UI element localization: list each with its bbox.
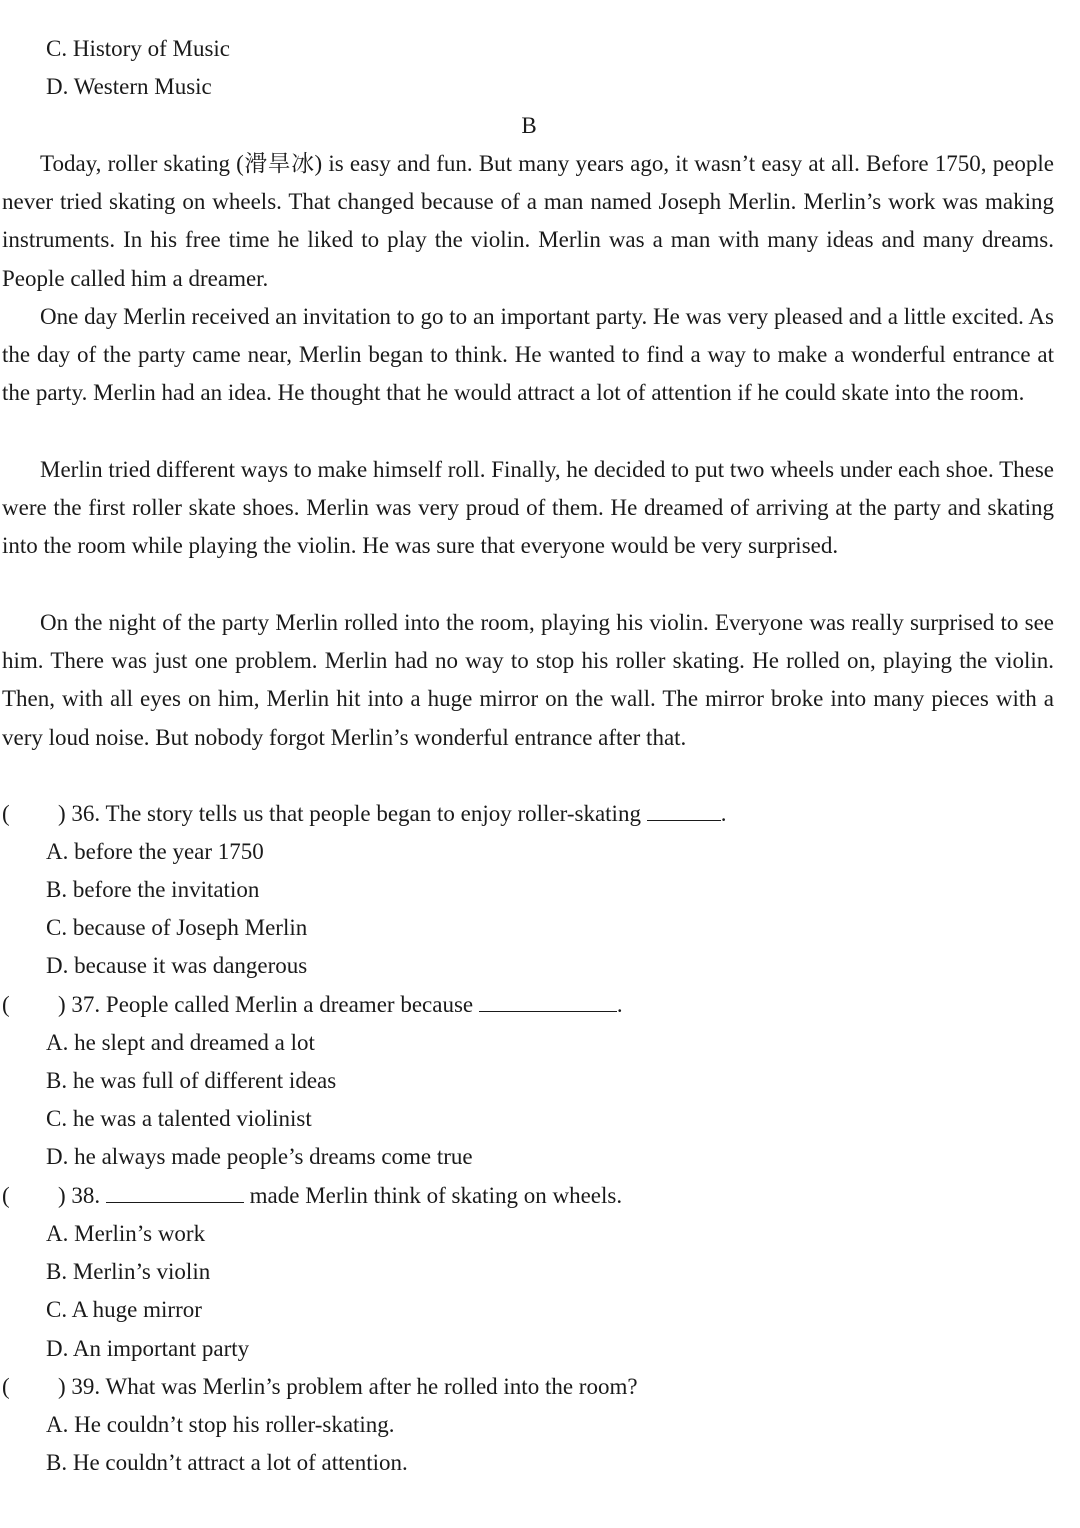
prev-option-d bbox=[46, 68, 212, 106]
answer-paren-open: ( bbox=[2, 992, 10, 1017]
option-text: A huge mirror bbox=[71, 1297, 202, 1322]
question-stem: People called Merlin a dreamer because bbox=[105, 992, 474, 1017]
option-letter: D. bbox=[46, 74, 69, 99]
passage-paragraph-2: One day Merlin received an invitation to go to an important party. He was very pleased and a little excited. As the day of the party came near, Merlin began to think. He wanted to find a way to make a wonderful entrance at the party. Merlin had an idea. He thought that he would attract a lot of attention if he could skate into the room. bbox=[2, 304, 1054, 406]
option-letter: C. bbox=[46, 915, 68, 940]
option-text: he always made people’s dreams come true bbox=[74, 1144, 473, 1169]
option-letter: B. bbox=[46, 1450, 68, 1475]
answer-blank bbox=[479, 989, 617, 1012]
passage-paragraph-1: Today, roller skating (滑旱冰) is easy and fun. But many years ago, it wasn’t easy at all. Before 1750, people never tried skating on wheels. That changed because of a man named Joseph Merlin. Merlin’s work was making instruments. In his free time he liked to play the violin. Merlin was a man with many ideas and many dreams. People called him a dreamer. bbox=[2, 151, 1054, 291]
option-letter: D. bbox=[46, 953, 69, 978]
option-letter: C. bbox=[46, 36, 68, 61]
q37-option-a bbox=[46, 1024, 315, 1062]
passage-paragraph-3: Merlin tried different ways to make himself roll. Finally, he decided to put two wheels under each shoe. These were the first roller skate shoes. Merlin was very proud of them. He dreamed of arriving at the party and skating into the room while playing the violin. He was sure that everyone would be very surprised. bbox=[2, 457, 1054, 559]
q36-option-d bbox=[46, 947, 307, 985]
question-number: 38. bbox=[71, 1183, 101, 1208]
option-text: before the invitation bbox=[72, 877, 260, 902]
option-letter: A. bbox=[46, 1221, 69, 1246]
question-39 bbox=[2, 1368, 638, 1406]
option-letter: B. bbox=[46, 1259, 68, 1284]
option-text: he was full of different ideas bbox=[72, 1068, 337, 1093]
question-number: 37. bbox=[71, 992, 101, 1017]
option-text: Western Music bbox=[73, 74, 212, 99]
question-number: 36. bbox=[71, 801, 101, 826]
option-text: He couldn’t attract a lot of attention. bbox=[72, 1450, 408, 1475]
answer-paren-open: ( bbox=[2, 1183, 10, 1208]
q39-option-a bbox=[46, 1406, 395, 1444]
option-text: because of Joseph Merlin bbox=[72, 915, 308, 940]
q38-option-d bbox=[46, 1330, 249, 1368]
prev-option-c bbox=[46, 30, 230, 68]
answer-paren-close: ) bbox=[58, 992, 66, 1017]
q36-option-b bbox=[46, 871, 259, 909]
answer-paren-close: ) bbox=[58, 1374, 66, 1399]
q39-option-b bbox=[46, 1444, 408, 1482]
question-number: 39. bbox=[71, 1374, 101, 1399]
option-text: History of Music bbox=[72, 36, 231, 61]
passage-paragraph-4: On the night of the party Merlin rolled into the room, playing his violin. Everyone was really surprised to see him. There was just one problem. Merlin had no way to stop his roller skating. He rolled on, playing the violin. Then, with all eyes on him, Merlin hit into a huge mirror on the wall. The mirror broke into many pieces with a very loud noise. But nobody forgot Merlin’s wonderful entrance after that. bbox=[2, 610, 1054, 750]
q38-option-c bbox=[46, 1291, 202, 1329]
question-stem-end: . bbox=[720, 801, 727, 826]
question-stem: The story tells us that people began to enjoy roller-skating bbox=[105, 801, 641, 826]
option-letter: D. bbox=[46, 1144, 69, 1169]
answer-paren-close: ) bbox=[58, 801, 66, 826]
option-text: he was a talented violinist bbox=[72, 1106, 312, 1131]
q36-option-a bbox=[46, 833, 264, 871]
option-text: Merlin’s work bbox=[74, 1221, 206, 1246]
option-text: An important party bbox=[72, 1336, 250, 1361]
q38-option-b bbox=[46, 1253, 210, 1291]
option-text: he slept and dreamed a lot bbox=[74, 1030, 315, 1055]
q37-option-b bbox=[46, 1062, 336, 1100]
section-heading: B bbox=[521, 113, 537, 138]
question-37 bbox=[2, 986, 623, 1024]
option-letter: C. bbox=[46, 1297, 68, 1322]
answer-blank bbox=[106, 1180, 244, 1203]
option-letter: B. bbox=[46, 1068, 68, 1093]
question-stem: What was Merlin’s problem after he rolled into the room? bbox=[105, 1374, 638, 1399]
question-stem-end: . bbox=[616, 992, 623, 1017]
q37-option-d bbox=[46, 1138, 473, 1176]
question-36 bbox=[2, 795, 726, 833]
question-stem-end: made Merlin think of skating on wheels. bbox=[249, 1183, 623, 1208]
option-text: because it was dangerous bbox=[74, 953, 308, 978]
q37-option-c bbox=[46, 1100, 312, 1138]
option-letter: B. bbox=[46, 877, 68, 902]
option-text: He couldn’t stop his roller-skating. bbox=[74, 1412, 395, 1437]
option-letter: C. bbox=[46, 1106, 68, 1131]
answer-paren-close: ) bbox=[58, 1183, 66, 1208]
answer-paren-open: ( bbox=[2, 1374, 10, 1399]
option-text: Merlin’s violin bbox=[72, 1259, 211, 1284]
option-letter: A. bbox=[46, 1030, 69, 1055]
option-letter: A. bbox=[46, 839, 69, 864]
option-letter: D. bbox=[46, 1336, 69, 1361]
answer-blank bbox=[647, 798, 721, 821]
question-38 bbox=[2, 1177, 622, 1215]
option-text: before the year 1750 bbox=[74, 839, 264, 864]
q38-option-a bbox=[46, 1215, 205, 1253]
answer-paren-open: ( bbox=[2, 801, 10, 826]
option-letter: A. bbox=[46, 1412, 69, 1437]
q36-option-c bbox=[46, 909, 307, 947]
